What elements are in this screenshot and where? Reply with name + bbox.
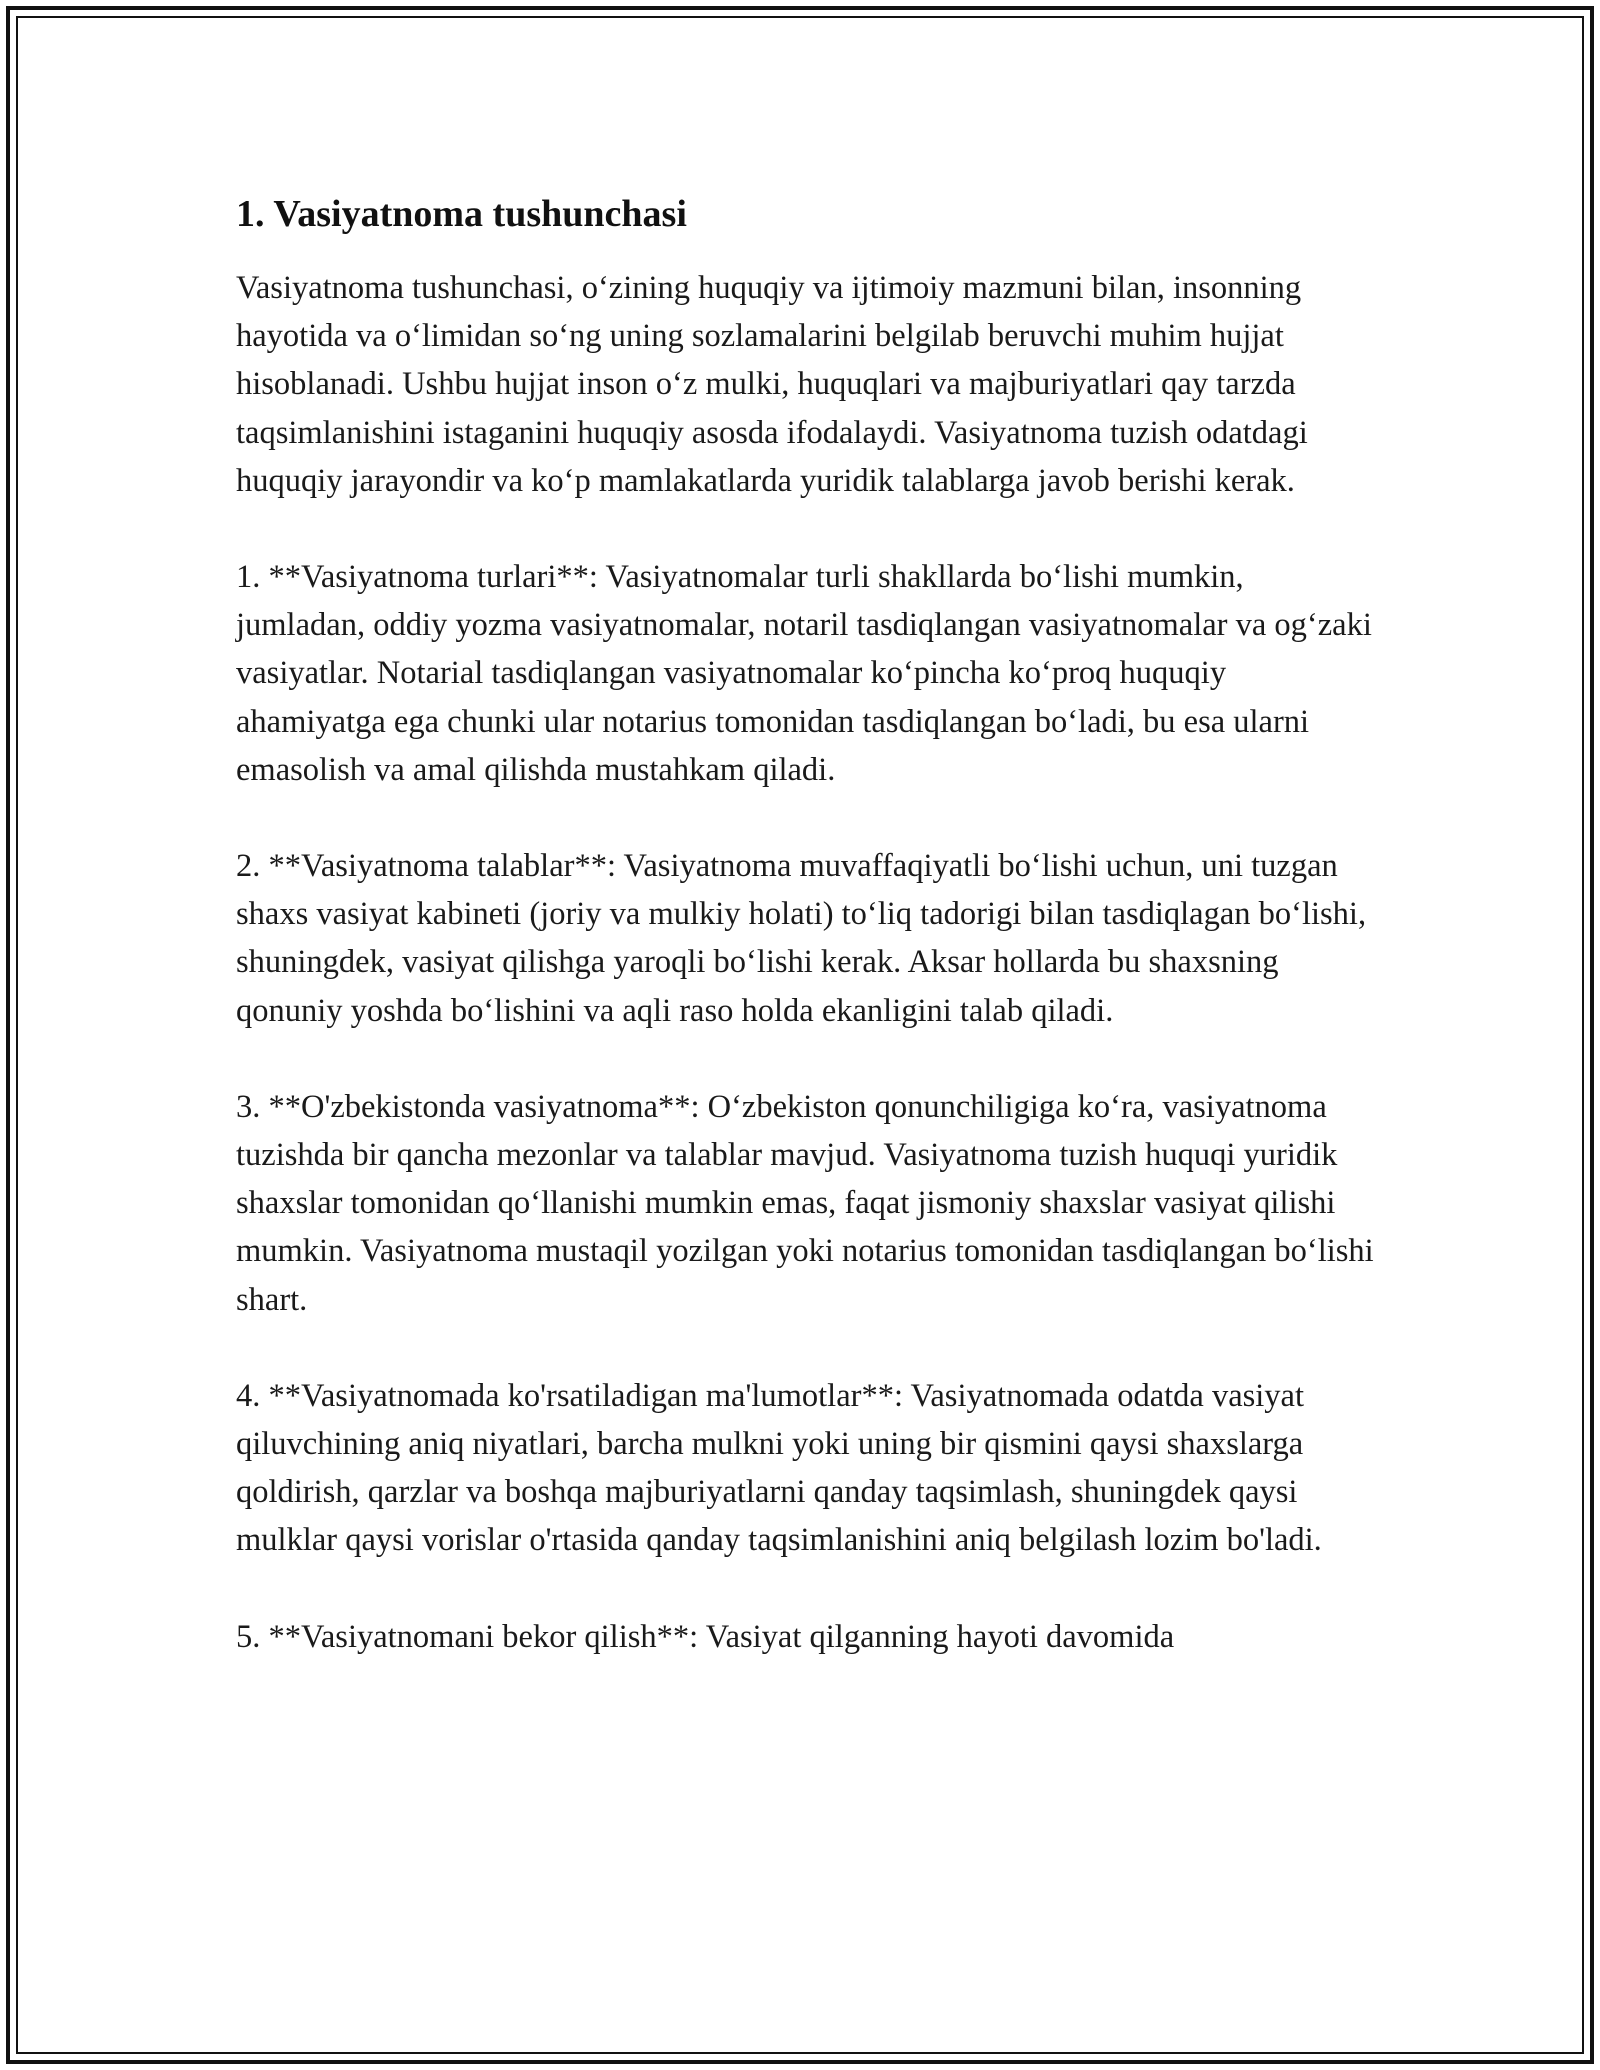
paragraph-will-uzbekistan: 3. **O'zbekistonda vasiyatnoma**: O‘zbekiston qonunchiligiga ko‘ra, vasiyatnoma tuzishda bir qancha mezonlar va talablar mavjud. Vasiyatnoma tuzish huquqi yuridik shaxslar tomonidan qo‘llanishi mumkin emas, faqat jismoniy shaxslar vasiyat qilishi mumkin. Vasiyatnoma mustaqil yozilgan yoki notarius tomonidan tasdiqlangan bo‘lishi shart. [236, 1088, 1374, 1318]
paragraph-will-requirements: 2. **Vasiyatnoma talablar**: Vasiyatnoma muvaffaqiyatli bo‘lishi uchun, uni tuzgan shaxs vasiyat kabineti (joriy va mulkiy holati) to‘liq tadorigi bilan tasdiqlagan bo‘lishi, shuningdek, vasiyat qilishga yaroqli bo‘lishi kerak. Aksar hollarda bu shaxsning qonuniy yoshda bo‘lishini va aqli raso holda ekanligini talab qiladi. [236, 848, 1367, 1029]
paragraph-will-revocation: 5. **Vasiyatnomani bekor qilish**: Vasiyat qilganning hayoti davomida [236, 1618, 1175, 1655]
document-body [236, 186, 1376, 1709]
section-heading: 1. Vasiyatnoma tushunchasi [236, 193, 687, 235]
paragraph-will-types: 1. **Vasiyatnoma turlari**: Vasiyatnomalar turli shakllarda bo‘lishi mumkin, jumladan, oddiy yozma vasiyatnomalar, notaril tasdiqlangan vasiyatnomalar va og‘zaki vasiyatlar. Notarial tasdiqlangan vasiyatnomalar ko‘pincha ko‘proq huquqiy ahamiyatga ega chunki ular notarius tomonidan tasdiqlangan bo‘ladi, bu esa ularni emasolish va amal qilishda mustahkam qiladi. [236, 559, 1372, 788]
paragraph-will-contents: 4. **Vasiyatnomada ko'rsatiladigan ma'lumotlar**: Vasiyatnomada odatda vasiyat qiluvchining aniq niyatlari, barcha mulkni yoki uning bir qismini qaysi shaxslarga qoldirish, qarzlar va boshqa majburiyatlarni qanday taqsimlash, shuningdek qaysi mulklar qaysi vorislar o'rtasida qanday taqsimlanishini aniq belgilash lozim bo'ladi. [236, 1377, 1322, 1559]
intro-paragraph: Vasiyatnoma tushunchasi, o‘zining huquqiy va ijtimoiy mazmuni bilan, insonning hayotida va o‘limidan so‘ng uning sozlamalarini belgilab beruvchi muhim hujjat hisoblanadi. Ushbu hujjat inson o‘z mulki, huquqlari va majburiyatlari qay tarzda taqsimlanishini istaganini huquqiy asosda ifodalaydi. Vasiyatnoma tuzish odatdagi huquqiy jarayondir va ko‘p mamlakatlarda yuridik talablarga javob berishi kerak. [236, 270, 1308, 499]
